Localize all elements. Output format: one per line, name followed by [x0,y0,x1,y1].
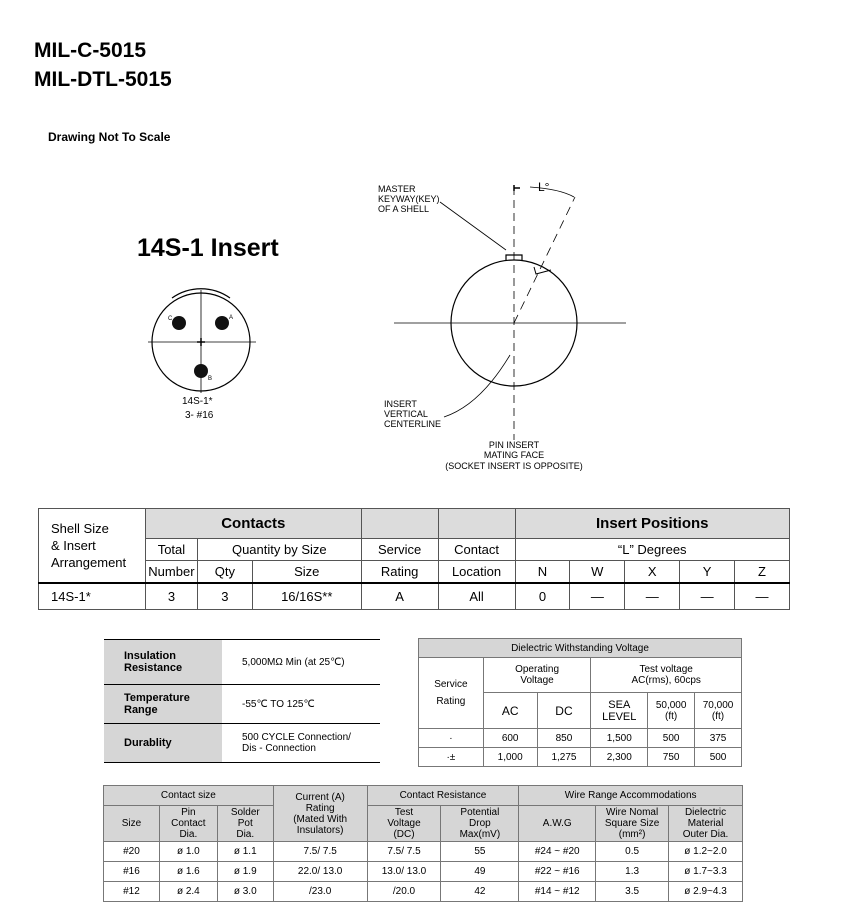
cell: ø 1.6 [159,862,217,882]
position-y-header: Y [680,561,735,584]
position-x-header: X [625,561,680,584]
table-row [104,640,380,685]
table-row [104,685,380,724]
table-row [419,748,742,767]
location-cell: All [438,583,515,610]
table-row [39,583,790,610]
l-degrees-header: “L” Degrees [515,539,790,561]
position-w-cell: — [570,583,625,610]
face-label-3: (SOCKET INSERT IS OPPOSITE) [445,461,583,471]
cell: #16 [104,862,160,882]
current-rating-header: Current (A) Rating (Mated With Insulators) [273,786,367,842]
solder-pot-dia-header: Solder Pot Dia. [217,806,273,842]
scale-note: Drawing Not To Scale [48,130,171,144]
cell: /20.0 [367,882,441,902]
cell: 49 [441,862,519,882]
table-row [104,724,380,763]
cell: 500 [648,729,695,748]
cell: 22.0/ 13.0 [273,862,367,882]
awg-header: A.W.G [519,806,596,842]
total-header: Total [145,539,197,561]
cell: 2,300 [591,748,648,767]
contact-c [172,316,186,330]
cell: ø 1.9 [217,862,273,882]
position-y-cell: — [680,583,735,610]
test-voltage-header: Test voltage AC(rms), 60cps [591,658,742,693]
insert-caption-1: 14S-1* [182,396,213,407]
wire-range-header: Wire Range Accommodations [519,786,743,806]
shell-size-header: Shell Size & Insert Arrangement [39,509,146,584]
contact-label-c: C [168,316,173,322]
contact-size-table [103,785,743,902]
cell: 1,000 [483,748,537,767]
rating-header: Rating [361,561,438,584]
wire-nominal-header: Wire Nomal Square Size (mm²) [596,806,669,842]
cell: 500 [695,748,742,767]
table-row [419,729,742,748]
keyway-label-3: OF A SHELL [378,204,430,214]
contact-label-b: B [208,376,213,382]
contact-label-a: A [229,315,234,321]
face-label-2: MATING FACE [483,450,545,460]
ft50000-header: 50,000 (ft) [648,693,695,729]
cell: ø 2.4 [159,882,217,902]
cell: ø 1.2~2.0 [669,842,743,862]
face-label-1: PIN INSERT [488,440,540,450]
ft70000-header: 70,000 (ft) [695,693,742,729]
cell: 7.5/ 7.5 [273,842,367,862]
temperature-range-label: Temperature Range [104,685,222,724]
size-cell: 16/16S** [252,583,361,610]
dc-header: DC [537,693,591,729]
contact-b [194,364,208,378]
qty-header: Qty [197,561,252,584]
sea-level-header: SEA LEVEL [591,693,648,729]
centerline-label-3: CENTERLINE [384,419,442,429]
insulation-resistance-label: Insulation Resistance [104,640,222,685]
dielectric-table [418,638,742,767]
contact-header: Contact [438,539,515,561]
insert-title: 14S-1 Insert [137,234,279,262]
cell: 42 [441,882,519,902]
table-row [104,862,743,882]
location-header: Location [438,561,515,584]
contacts-header: Contacts [145,509,361,539]
cell: #12 [104,882,160,902]
service-blank-header [361,509,438,539]
dielectric-title: Dielectric Withstanding Voltage [419,639,742,658]
cell: 55 [441,842,519,862]
cell: ø 2.9~4.3 [669,882,743,902]
shell-cell: 14S-1* [39,583,146,610]
angle-label: L° [538,180,550,194]
cell: 7.5/ 7.5 [367,842,441,862]
contact-a [215,316,229,330]
insert-arrangement-diagram [140,285,270,425]
centerline-label-2: VERTICAL [384,409,428,419]
cell: 3.5 [596,882,669,902]
position-n-cell: 0 [515,583,570,610]
table-row [104,842,743,862]
operating-voltage-header: Operating Voltage [483,658,591,693]
cell: 13.0/ 13.0 [367,862,441,882]
dielectric-material-header: Dielectric Material Outer Dia. [669,806,743,842]
centerline-label-1: INSERT [384,399,417,409]
total-cell: 3 [145,583,197,610]
cell: #20 [104,842,160,862]
cell: 0.5 [596,842,669,862]
cell: ·± [419,748,484,767]
position-x-cell: — [625,583,680,610]
pin-contact-dia-header: Pin Contact Dia. [159,806,217,842]
position-w-header: W [570,561,625,584]
position-n-header: N [515,561,570,584]
contacts-table [38,508,790,610]
title-mil-c: MIL-C-5015 [34,39,147,62]
cell: 1,500 [591,729,648,748]
cell: 1.3 [596,862,669,882]
ac-header: AC [483,693,537,729]
contact-blank-header [438,509,515,539]
cell: /23.0 [273,882,367,902]
table-row [104,882,743,902]
qty-cell: 3 [197,583,252,610]
insulation-table [104,639,380,763]
cell: 850 [537,729,591,748]
size-header: Size [104,806,160,842]
temperature-range-value: -55℃ TO 125℃ [222,685,380,724]
title-mil-dtl: MIL-DTL-5015 [34,68,172,91]
cell: #14 ~ #12 [519,882,596,902]
cell: · [419,729,484,748]
insert-caption-2: 3- #16 [185,410,214,421]
rating-cell: A [361,583,438,610]
size-header: Size [252,561,361,584]
contact-resistance-header: Contact Resistance [367,786,519,806]
service-header: Service [361,539,438,561]
cell: 600 [483,729,537,748]
cell: 1,275 [537,748,591,767]
cell: 375 [695,729,742,748]
insulation-resistance-value: 5,000MΩ Min (at 25℃) [222,640,380,685]
insert-positions-header: Insert Positions [515,509,790,539]
number-header: Number [145,561,197,584]
potential-drop-header: Potential Drop Max(mV) [441,806,519,842]
cell: ø 3.0 [217,882,273,902]
cell: #24 ~ #20 [519,842,596,862]
position-z-header: Z [735,561,790,584]
cell: ø 1.1 [217,842,273,862]
durability-value: 500 CYCLE Connection/ Dis - Connection [222,724,380,763]
durability-label: Durablity [104,724,222,763]
cell: ø 1.0 [159,842,217,862]
keyway-label-2: KEYWAY(KEY) [378,194,440,204]
cell: ø 1.7~3.3 [669,862,743,882]
position-z-cell: — [735,583,790,610]
cell: #22 ~ #16 [519,862,596,882]
quantity-by-size-header: Quantity by Size [197,539,361,561]
keyway-label-1: MASTER [378,184,416,194]
contact-size-header: Contact size [104,786,274,806]
test-voltage-header: Test Voltage (DC) [367,806,441,842]
service-rating-header: Service Rating [419,658,484,729]
cell: 750 [648,748,695,767]
mating-face-diagram [370,175,640,475]
